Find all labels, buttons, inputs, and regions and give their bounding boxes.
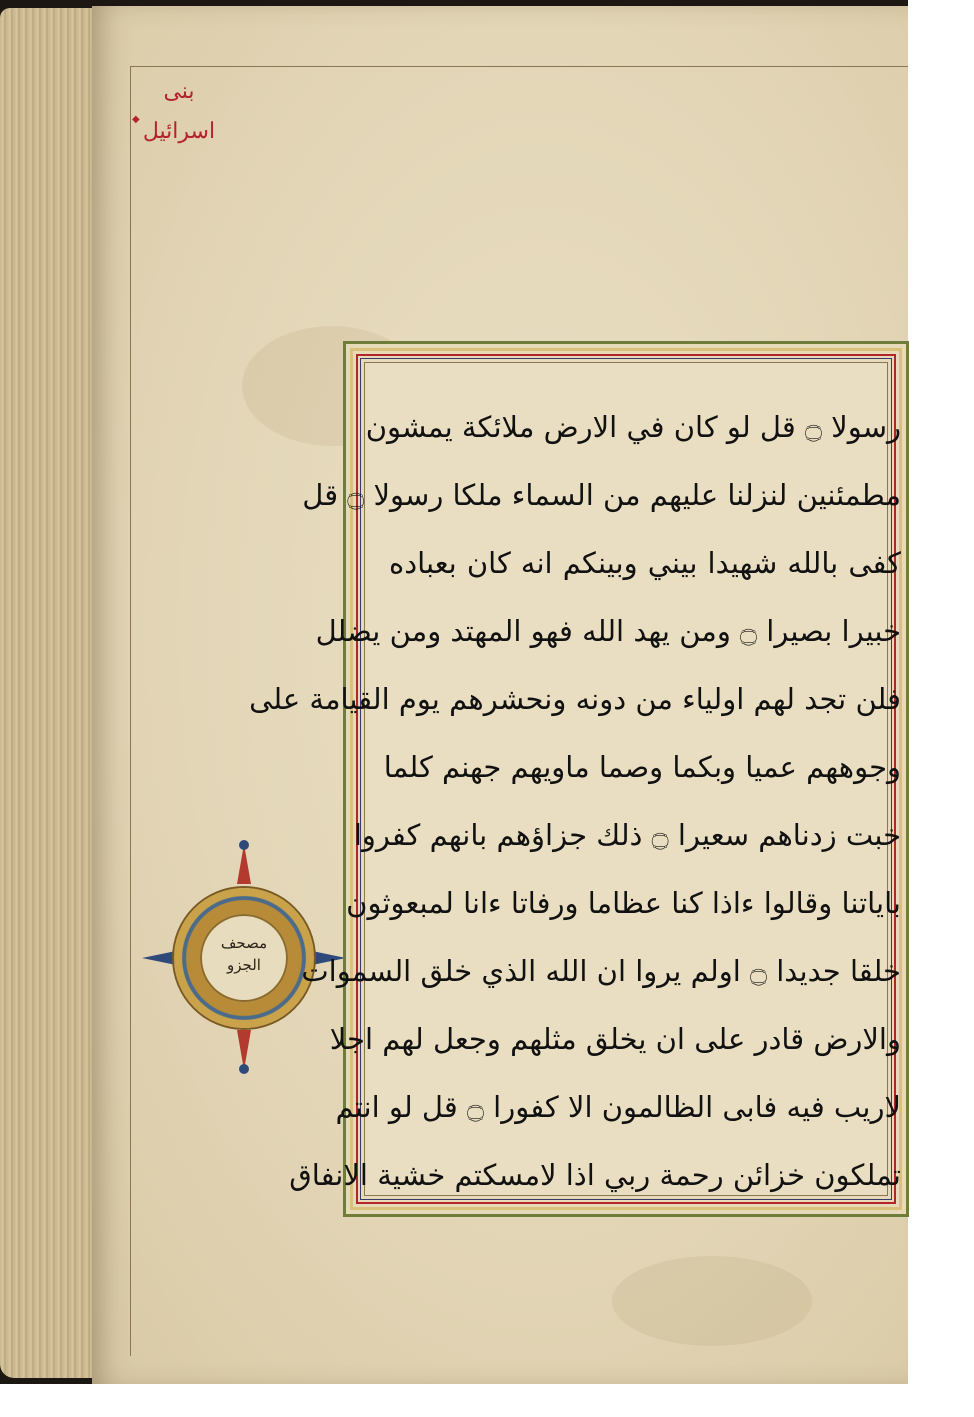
page-ruling-top bbox=[130, 66, 908, 67]
page-bottom-margin bbox=[0, 1384, 908, 1417]
medallion-inscription: مصحف الجزو bbox=[220, 934, 268, 974]
text-lines bbox=[249, 393, 901, 1205]
text-line: كفى بالله شهيدا بيني وبينكم انه كان بعباده bbox=[389, 546, 901, 580]
text-line: باياتنا وقالوا ءاذا كنا عظاما ورفاتا ءانا لمبعوثون bbox=[346, 886, 901, 920]
paper-stain bbox=[612, 1256, 812, 1346]
text-line: تملكون خزائن رحمة ربي اذا لامسكتم خشية الانفاق bbox=[289, 1158, 901, 1192]
text-line: لاريب فيه فابى الظالمون الا كفورا ۝ قل لو انتم bbox=[335, 1090, 901, 1124]
text-line: خبيرا بصيرا ۝ ومن يهد الله فهو المهتد ومن يضلل bbox=[315, 614, 901, 648]
medallion-dot bbox=[239, 840, 249, 850]
text-line: وجوههم عميا وبكما وصما ماويهم جهنم كلما bbox=[383, 750, 901, 784]
text-frame bbox=[249, 341, 909, 1217]
text-block bbox=[249, 362, 901, 1196]
medallion-finial-left bbox=[142, 951, 176, 965]
text-line: والارض قادر على ان يخلق مثلهم وجعل لهم اجلا bbox=[329, 1022, 901, 1056]
text-line: مطمئنين لنزلنا عليهم من السماء ملكا رسولا ۝ قل bbox=[302, 478, 901, 512]
medallion-finial-top bbox=[237, 844, 251, 884]
running-header: بنی اسرائیل bbox=[142, 79, 216, 144]
text-line: خبت زدناهم سعيرا ۝ ذلك جزاؤهم بانهم كفروا bbox=[353, 818, 901, 852]
page-ruling-left bbox=[130, 66, 131, 1356]
right-margin-strip bbox=[908, 0, 974, 1417]
header-mark: ◆ bbox=[132, 114, 140, 125]
text-line: فلن تجد لهم اولياء من دونه ونحشرهم يوم القيامة على bbox=[249, 682, 901, 716]
text-line: خلقا جديدا ۝ اولم يروا ان الله الذي خلق السموات bbox=[301, 954, 901, 988]
medallion-dot bbox=[239, 1064, 249, 1074]
text-line: رسولا ۝ قل لو كان في الارض ملائكة يمشون bbox=[365, 410, 901, 444]
